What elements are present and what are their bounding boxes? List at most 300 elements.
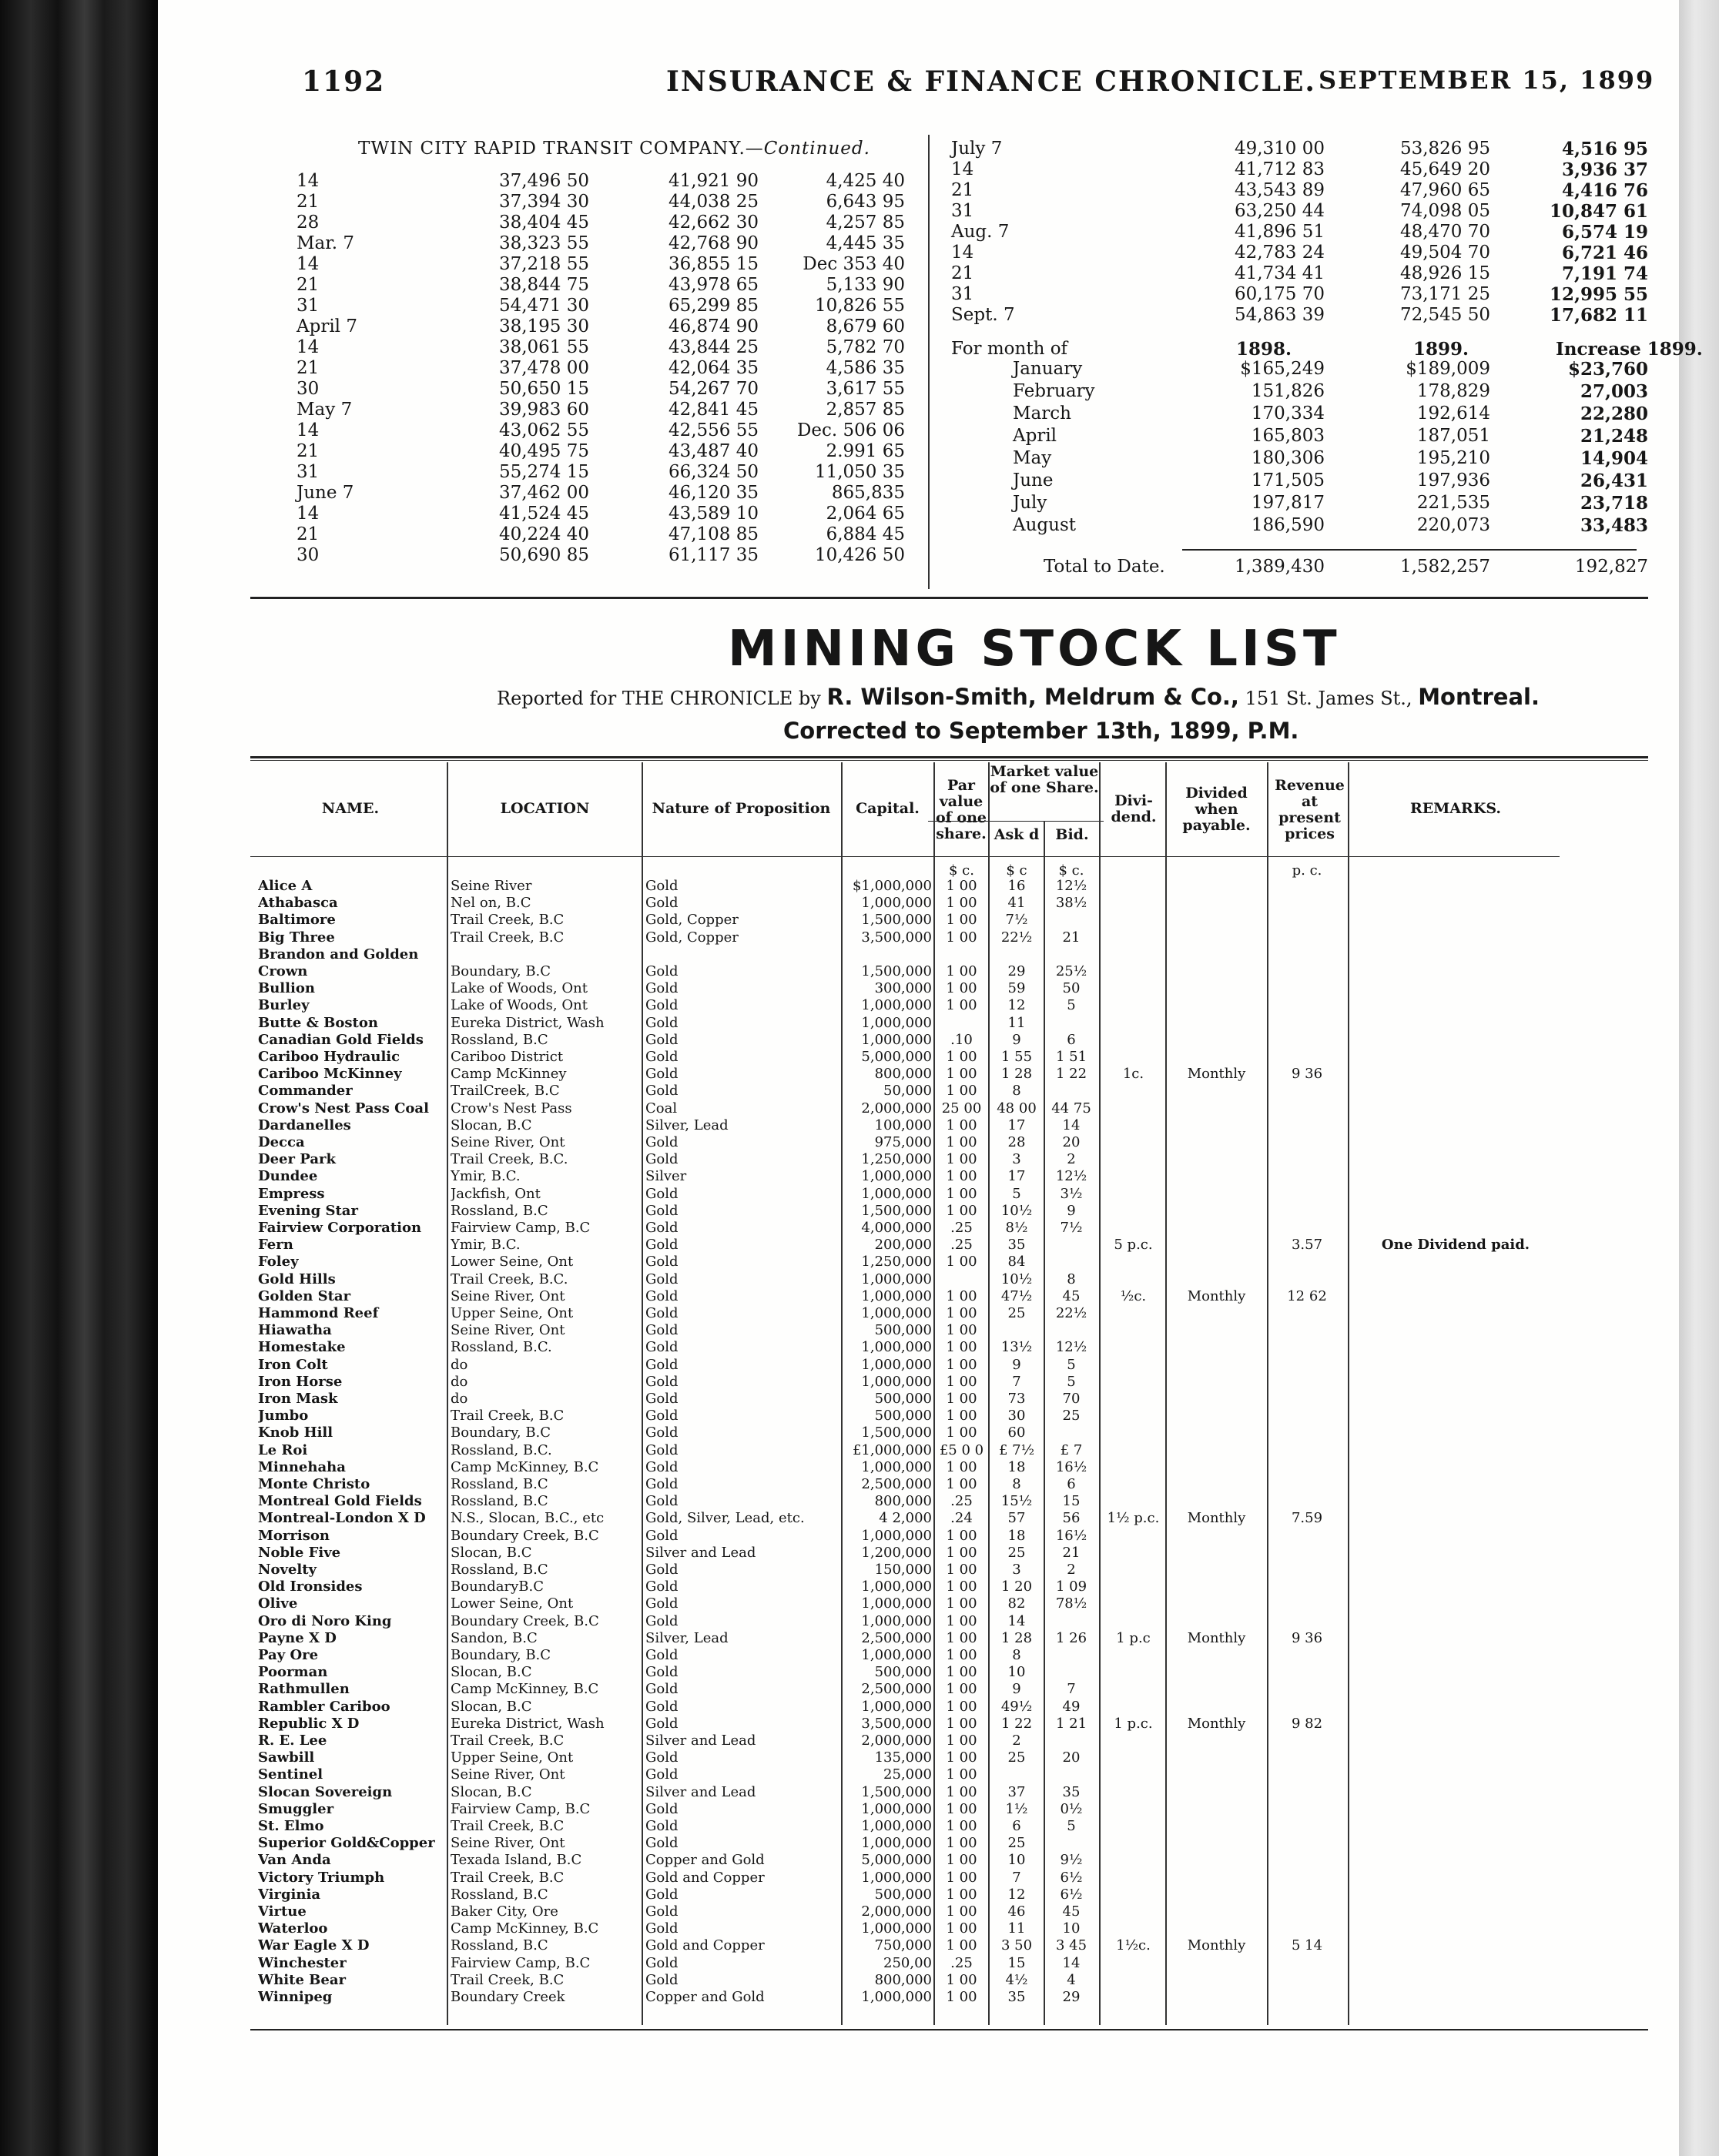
value-1898: 37,478 00: [498, 358, 589, 378]
value-increase: 7,191 74: [1561, 263, 1648, 284]
month-1899: 195,210: [1416, 448, 1490, 468]
stock-dividend: 1 p.c.: [1114, 1715, 1153, 1732]
stock-par: 1 00: [946, 1151, 977, 1168]
stock-nature: Gold: [645, 1954, 679, 1971]
row-date: 14: [297, 337, 320, 357]
stock-nature: Gold: [645, 878, 679, 894]
stock-bid: 21: [1062, 1544, 1081, 1561]
stock-name: Rathmullen: [258, 1681, 350, 1698]
stock-location: Camp McKinney: [451, 1066, 567, 1083]
table-row: [258, 1716, 1567, 1732]
stock-nature: Gold: [645, 1647, 679, 1663]
stock-nature: Gold, Copper: [645, 929, 739, 946]
value-increase: 5,782 70: [826, 337, 905, 357]
stock-capital: 2,000,000: [861, 1732, 932, 1749]
stock-capital: 1,500,000: [861, 912, 932, 929]
stock-capital: 1,500,000: [861, 1202, 932, 1219]
stock-ask: 1 28: [1000, 1629, 1033, 1646]
value-1898: 50,650 15: [498, 379, 589, 399]
stock-ask: 46: [1007, 1903, 1026, 1920]
stock-name: White Bear: [258, 1971, 346, 1988]
table-row: [951, 201, 1660, 223]
table-row: [258, 895, 1567, 912]
row-date: Aug. 7: [951, 222, 1010, 242]
value-1899: 44,038 25: [668, 192, 759, 212]
table-row: [951, 139, 1660, 160]
stock-name: Big Three: [258, 929, 335, 946]
stock-location: Rossland, B.C: [451, 1202, 548, 1219]
stock-par: 1 00: [946, 1903, 977, 1920]
stock-location: Slocan, B.C: [451, 1783, 532, 1800]
value-1898: 49,310 00: [1234, 139, 1325, 159]
stock-name: Minnehaha: [258, 1458, 346, 1475]
stock-nature: Copper and Gold: [645, 1852, 765, 1869]
stock-ask: 17: [1007, 1168, 1026, 1185]
value-increase: 2.991 65: [826, 441, 905, 461]
value-1899: 46,874 90: [668, 316, 759, 336]
stock-par: 1 00: [946, 1202, 977, 1219]
stock-nature: Gold: [645, 980, 679, 997]
stock-capital: 1,000,000: [861, 1647, 932, 1663]
col-nature: Nature of Proposition: [652, 800, 831, 817]
value-increase: 10,847 61: [1549, 201, 1648, 222]
month-1899: $189,009: [1406, 359, 1490, 379]
stock-location: Rossland, B.C: [451, 1886, 548, 1903]
stock-location: Texada Island, B.C: [451, 1852, 582, 1869]
stock-nature: Silver and Lead: [645, 1732, 756, 1749]
stock-capital: 1,000,000: [861, 1989, 932, 2005]
table-row: [258, 1562, 1567, 1578]
month-1898: 151,826: [1251, 381, 1325, 401]
month-label: June: [1013, 470, 1054, 490]
stock-par: 1 00: [946, 1886, 977, 1903]
table-row: [258, 1989, 1567, 2006]
table-row: [258, 1749, 1567, 1766]
value-increase: 8,679 60: [826, 316, 905, 336]
row-date: 21: [951, 180, 974, 200]
value-1899: 42,556 55: [668, 420, 759, 440]
stock-ask: 12: [1007, 997, 1026, 1014]
stock-name: Olive: [258, 1595, 298, 1612]
stock-par: 1 00: [946, 1818, 977, 1834]
stock-dividend: 1½c.: [1116, 1937, 1151, 1954]
stock-location: Boundary, B.C: [451, 1647, 551, 1663]
stock-ask: 11: [1007, 1014, 1026, 1031]
value-increase: 6,574 19: [1561, 222, 1648, 243]
stock-payable: Monthly: [1187, 1715, 1246, 1732]
value-increase: Dec. 506 06: [796, 420, 905, 440]
stock-nature: Gold: [645, 1562, 679, 1578]
month-label: April: [1013, 426, 1057, 446]
stock-nature: Coal: [645, 1100, 678, 1116]
table-row: [297, 275, 1005, 296]
stock-name: Athabasca: [258, 895, 338, 912]
value-1898: 54,863 39: [1234, 305, 1325, 325]
stock-name: Commander: [258, 1083, 353, 1100]
table-row: [951, 493, 1660, 514]
stock-revenue: 9 36: [1291, 1066, 1323, 1083]
stock-location: Camp McKinney, B.C: [451, 1681, 599, 1698]
row-date: June 7: [297, 483, 354, 503]
stock-name: Crown: [258, 963, 308, 979]
stock-par: 1 00: [946, 1698, 977, 1715]
stock-location: Boundary, B.C: [451, 963, 551, 979]
month-header-label: For month of: [951, 339, 1068, 359]
stock-bid: 50: [1062, 980, 1081, 997]
stock-capital: 500,000: [874, 1408, 932, 1424]
stock-ask: 7: [1012, 1869, 1021, 1886]
stock-location: Seine River, Ont: [451, 1835, 565, 1852]
stock-name: Empress: [258, 1185, 325, 1202]
stock-location: Rossland, B.C: [451, 1493, 548, 1510]
stock-name: Van Anda: [258, 1852, 331, 1869]
stock-par: 1 00: [946, 1544, 977, 1561]
unit-par: $ c.: [949, 862, 974, 879]
stock-ask: 12: [1007, 1886, 1026, 1903]
table-row: [258, 1322, 1567, 1339]
table-row: [297, 462, 1005, 484]
value-1898: 41,896 51: [1234, 222, 1325, 242]
stock-name: Dundee: [258, 1168, 318, 1185]
value-increase: 12,995 55: [1549, 284, 1648, 305]
stock-capital: 1,000,000: [861, 1612, 932, 1629]
stock-nature: Gold: [645, 1031, 679, 1048]
page-number: 1192: [302, 65, 386, 98]
col-location: LOCATION: [500, 800, 590, 817]
stock-nature: Silver and Lead: [645, 1544, 756, 1561]
table-row: [258, 963, 1567, 980]
month-increase: 27,003: [1580, 381, 1648, 402]
stock-nature: Gold: [645, 1749, 679, 1766]
stock-name: Decca: [258, 1134, 305, 1150]
stock-par: 1 00: [946, 912, 977, 929]
stock-par: 1 00: [946, 1391, 977, 1407]
stock-name: Noble Five: [258, 1544, 341, 1561]
month-1898: 171,505: [1251, 470, 1325, 490]
table-row: [258, 1784, 1567, 1801]
table-row: [258, 1271, 1567, 1288]
stock-location: Trail Creek, B.C.: [451, 1270, 568, 1287]
table-row: [258, 1955, 1567, 1972]
stock-name: War Eagle X D: [258, 1937, 370, 1954]
table-row: [258, 878, 1567, 895]
stock-capital: 1,000,000: [861, 1031, 932, 1048]
value-1898: 43,543 89: [1234, 180, 1325, 200]
stock-ask: 7: [1012, 1373, 1021, 1390]
stock-ask: 25: [1007, 1544, 1026, 1561]
stock-nature: Gold: [645, 1766, 679, 1783]
value-1899: 65,299 85: [668, 296, 759, 316]
stock-ask: 3: [1012, 1151, 1021, 1168]
stock-nature: Gold: [645, 1664, 679, 1681]
stock-par: 25 00: [941, 1100, 982, 1116]
stock-capital: 1,500,000: [861, 963, 932, 979]
table-bottom-rule: [250, 2029, 1648, 2030]
stock-name: Iron Horse: [258, 1373, 343, 1390]
stock-nature: Gold: [645, 1612, 679, 1629]
table-top-rule: [250, 756, 1648, 758]
stock-ask: 10: [1007, 1852, 1026, 1869]
table-row: [258, 1510, 1567, 1527]
value-1898: 43,062 55: [498, 420, 589, 440]
stock-name: Oro di Noro King: [258, 1612, 392, 1629]
value-increase: 10,426 50: [814, 545, 905, 565]
stock-location: Seine River, Ont: [451, 1134, 565, 1150]
twin-city-continued: Continued.: [763, 139, 870, 159]
row-date: 14: [297, 171, 320, 191]
stock-bid: 5: [1067, 1373, 1076, 1390]
stock-capital: 500,000: [874, 1664, 932, 1681]
stock-location: Lake of Woods, Ont: [451, 980, 588, 997]
stock-par: 1 00: [946, 1116, 977, 1133]
stock-location: Jackfish, Ont: [451, 1185, 541, 1202]
reported-line: [497, 684, 1540, 710]
stock-name: Montreal Gold Fields: [258, 1493, 422, 1510]
firm-name: R. Wilson-Smith, Meldrum & Co.,: [826, 684, 1239, 710]
stock-bid: 7½: [1060, 1220, 1083, 1236]
book-gutter: [0, 0, 158, 2156]
stock-capital: 1,000,000: [861, 1920, 932, 1937]
stock-location: do: [451, 1356, 468, 1373]
stock-par: 1 00: [946, 1681, 977, 1698]
table-row: [951, 448, 1660, 470]
stock-par: 1 00: [946, 1715, 977, 1732]
stock-bid: 16½: [1055, 1527, 1087, 1544]
stock-capital: 800,000: [874, 1066, 932, 1083]
stock-nature: Gold: [645, 1322, 679, 1339]
col-dividend: Divi-dend.: [1111, 792, 1157, 825]
stock-revenue: 9 36: [1291, 1629, 1323, 1646]
stock-bid: 5: [1067, 1356, 1076, 1373]
value-1899: 43,487 40: [668, 441, 759, 461]
value-1899: 42,662 30: [668, 213, 759, 233]
stock-bid: 1 09: [1055, 1578, 1087, 1595]
stock-par: 1 00: [946, 895, 977, 912]
stock-nature: Gold: [645, 1237, 679, 1254]
row-date: 14: [951, 159, 974, 179]
twin-city-column-divider: [928, 135, 930, 589]
value-1898: 38,323 55: [498, 233, 589, 253]
table-row: [297, 171, 1005, 192]
value-1899: 36,855 15: [668, 254, 759, 274]
month-1898: 170,334: [1251, 403, 1325, 424]
stock-capital: 1,000,000: [861, 1698, 932, 1715]
col-remarks: REMARKS.: [1409, 800, 1501, 817]
stock-ask: 6: [1012, 1818, 1021, 1834]
month-label: February: [1013, 381, 1095, 401]
stock-bid: 35: [1062, 1783, 1081, 1800]
value-1898: 63,250 44: [1234, 201, 1325, 221]
stock-name: Iron Mask: [258, 1391, 338, 1407]
stock-capital: 4 2,000: [879, 1510, 932, 1527]
row-date: 30: [297, 379, 320, 399]
stock-name: Old Ironsides: [258, 1578, 363, 1595]
stock-nature: Gold: [645, 1818, 679, 1834]
table-row: [258, 1732, 1567, 1749]
stock-location: Seine River, Ont: [451, 1322, 565, 1339]
month-1899: 178,829: [1416, 381, 1490, 401]
unit-ask: $ c: [1006, 862, 1027, 879]
stock-revenue: 12 62: [1287, 1287, 1327, 1304]
table-row: [258, 1835, 1567, 1852]
stock-location: BoundaryB.C: [451, 1578, 544, 1595]
stock-capital: 800,000: [874, 1493, 932, 1510]
stock-location: Fairview Camp, B.C: [451, 1220, 591, 1236]
stock-bid: 16½: [1055, 1458, 1087, 1475]
stock-par: 1 00: [946, 1647, 977, 1663]
stock-par: 1 00: [946, 1339, 977, 1356]
stock-par: 1 00: [946, 1476, 977, 1492]
stock-bid: 6½: [1060, 1869, 1083, 1886]
value-1899: 43,978 65: [668, 275, 759, 295]
stock-name: Burley: [258, 997, 310, 1014]
stock-name: Foley: [258, 1254, 299, 1270]
stock-name: Smuggler: [258, 1800, 334, 1817]
stock-name: Winchester: [258, 1954, 347, 1971]
stock-ask: 28: [1007, 1134, 1026, 1150]
stock-location: Slocan, B.C: [451, 1116, 532, 1133]
table-row: [258, 946, 1567, 963]
stock-capital: 4,000,000: [861, 1220, 932, 1236]
stock-par: 1 00: [946, 1629, 977, 1646]
stock-ask: 15: [1007, 1954, 1026, 1971]
table-row: [258, 1870, 1567, 1886]
stock-nature: Gold: [645, 1424, 679, 1441]
row-date: 31: [297, 296, 320, 316]
stock-name: Iron Colt: [258, 1356, 328, 1373]
value-1898: 42,783 24: [1234, 243, 1325, 263]
stock-capital: 1,000,000: [861, 1168, 932, 1185]
stock-par: .25: [950, 1237, 973, 1254]
row-date: Sept. 7: [951, 305, 1015, 325]
stock-ask: 1 22: [1000, 1715, 1033, 1732]
stock-capital: 2,000,000: [861, 1100, 932, 1116]
table-row: [258, 1305, 1567, 1322]
table-row: [258, 1578, 1567, 1595]
table-row: [258, 1664, 1567, 1681]
stock-capital: 200,000: [874, 1237, 932, 1254]
value-increase: 2,857 85: [826, 400, 905, 420]
value-1898: 37,496 50: [498, 171, 589, 191]
stock-bid: 4: [1067, 1971, 1076, 1988]
stock-par: 1 00: [946, 1527, 977, 1544]
table-row: [258, 1459, 1567, 1476]
stock-nature: Gold: [645, 963, 679, 979]
stock-location: Slocan, B.C: [451, 1698, 532, 1715]
total-1899: 1,582,257: [1399, 557, 1490, 577]
stock-ask: 7½: [1005, 912, 1028, 929]
stock-ask: 13½: [1000, 1339, 1033, 1356]
stock-capital: 500,000: [874, 1886, 932, 1903]
value-1899: 72,545 50: [1399, 305, 1490, 325]
table-row: [258, 1015, 1567, 1032]
stock-bid: 45: [1062, 1287, 1081, 1304]
stock-par: 1 00: [946, 1356, 977, 1373]
twin-city-title-text: TWIN CITY RAPID TRANSIT COMPANY.—: [358, 139, 764, 159]
stock-par: £5 0 0: [939, 1441, 984, 1458]
value-1898: 38,061 55: [498, 337, 589, 357]
stock-capital: 135,000: [874, 1749, 932, 1766]
stock-nature: Gold: [645, 1134, 679, 1150]
stock-bid: 10: [1062, 1920, 1081, 1937]
stock-location: Eureka District, Wash: [451, 1715, 605, 1732]
stock-name: Butte & Boston: [258, 1014, 378, 1031]
stock-par: .25: [950, 1220, 973, 1236]
stock-capital: 1,000,000: [861, 1270, 932, 1287]
month-1898: 180,306: [1251, 448, 1325, 468]
table-row: [258, 1237, 1567, 1254]
row-date: 14: [297, 420, 320, 440]
stock-name: Montreal-London X D: [258, 1510, 426, 1527]
stock-par: 1 00: [946, 1578, 977, 1595]
stock-bid: 38½: [1055, 895, 1087, 912]
table-row: [297, 254, 1005, 276]
stock-nature: Gold, Copper: [645, 912, 739, 929]
table-row: [258, 929, 1567, 946]
month-header-increase: Increase 1899.: [1556, 339, 1703, 360]
table-row: [951, 222, 1660, 243]
month-increase: 21,248: [1580, 426, 1648, 447]
value-1898: 38,195 30: [498, 316, 589, 336]
value-increase: Dec 353 40: [803, 254, 905, 274]
stock-capital: 1,000,000: [861, 1287, 932, 1304]
value-1899: 73,171 25: [1399, 284, 1490, 304]
stock-par: 1 00: [946, 1920, 977, 1937]
stock-location: TrailCreek, B.C: [451, 1083, 560, 1100]
total-row: [951, 557, 1660, 578]
month-1899: 192,614: [1416, 403, 1490, 424]
stock-ask: 14: [1007, 1612, 1026, 1629]
stock-par: 1 00: [946, 1322, 977, 1339]
table-row: [951, 470, 1660, 492]
stock-capital: 1,500,000: [861, 1424, 932, 1441]
stock-ask: 3 50: [1000, 1937, 1033, 1954]
stock-name: Winnipeg: [258, 1989, 333, 2005]
month-1899: 187,051: [1416, 426, 1490, 446]
row-date: 21: [297, 524, 320, 544]
table-row: [258, 1220, 1567, 1237]
stock-capital: 1,000,000: [861, 1578, 932, 1595]
total-label: Total to Date.: [1044, 557, 1165, 577]
stock-par: 1 00: [946, 1083, 977, 1100]
table-row: [951, 426, 1660, 447]
stock-location: Eureka District, Wash: [451, 1014, 605, 1031]
stock-location: Crow's Nest Pass: [451, 1100, 572, 1116]
month-increase: $23,760: [1567, 359, 1648, 380]
stock-bid: 3 45: [1055, 1937, 1087, 1954]
stock-par: .25: [950, 1493, 973, 1510]
month-1898: 165,803: [1251, 426, 1325, 446]
value-1898: 38,404 45: [498, 213, 589, 233]
month-label: May: [1013, 448, 1052, 468]
stock-ask: 2: [1012, 1732, 1021, 1749]
stock-location: Nel on, B.C: [451, 895, 531, 912]
stock-ask: £ 7½: [998, 1441, 1035, 1458]
stock-location: Trail Creek, B.C: [451, 1971, 565, 1988]
stock-ask: 15½: [1000, 1493, 1033, 1510]
value-increase: 6,643 95: [826, 192, 905, 212]
table-row: [297, 213, 1005, 234]
stock-nature: Silver, Lead: [645, 1116, 729, 1133]
stock-par: 1 00: [946, 1732, 977, 1749]
value-increase: 4,425 40: [826, 171, 905, 191]
stock-bid: 70: [1062, 1391, 1081, 1407]
value-1898: 40,495 75: [498, 441, 589, 461]
value-1899: 48,926 15: [1399, 263, 1490, 283]
stock-ask: 59: [1007, 980, 1026, 997]
table-row: [297, 192, 1005, 213]
value-1898: 37,394 30: [498, 192, 589, 212]
